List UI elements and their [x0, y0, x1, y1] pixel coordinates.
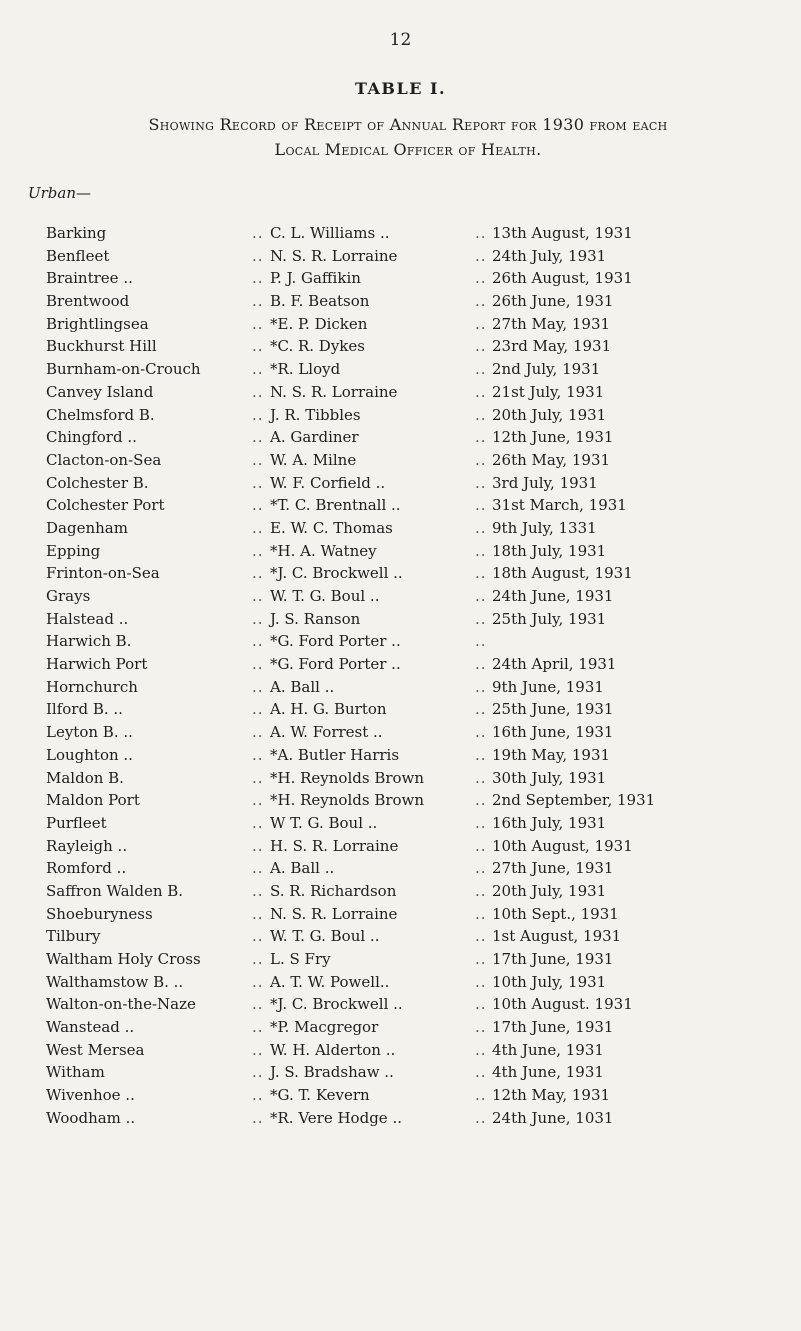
medical-officer-name: A. Gardiner	[270, 428, 359, 447]
table-row	[0, 767, 801, 790]
report-received-date: 12th June, 1931	[492, 428, 614, 447]
medical-officer-name: S. R. Richardson	[270, 881, 397, 900]
medical-officer-name: A. W. Forrest ..	[270, 723, 383, 742]
medical-officer-name: N. S. R. Lorraine	[270, 904, 398, 923]
table-row	[0, 404, 801, 427]
district-name: Brentwood	[46, 292, 130, 311]
leader-dots: ..	[252, 904, 264, 923]
report-received-date: 4th June, 1931	[492, 1063, 604, 1082]
table-title: TABLE I.	[354, 79, 447, 98]
leader-dots: ..	[475, 950, 487, 968]
leader-dots: ..	[252, 655, 264, 674]
medical-officer-name: *J. C. Brockwell ..	[270, 564, 403, 583]
leader-dots: ..	[252, 337, 264, 356]
leader-dots: ..	[475, 496, 487, 515]
medical-officer-name: N. S. R. Lorraine	[270, 382, 398, 401]
report-received-date: 4th June, 1931	[492, 1040, 604, 1059]
medical-officer-name: J. S. Ranson	[270, 609, 361, 628]
table-row	[0, 472, 801, 495]
medical-officer-name: W. T. G. Boul ..	[270, 927, 380, 946]
leader-dots: ..	[252, 1086, 264, 1105]
district-name: Witham	[46, 1063, 105, 1082]
leader-dots: ..	[475, 518, 487, 537]
district-name: Barking	[46, 224, 107, 242]
district-name: Frinton-on-Sea	[46, 564, 160, 583]
district-name: Colchester B.	[46, 473, 149, 492]
medical-officer-name: A. T. W. Powell..	[270, 972, 390, 991]
leader-dots: ..	[252, 1018, 264, 1037]
medical-officer-name: E. W. C. Thomas	[270, 518, 393, 537]
medical-officer-name: *A. Butler Harris	[270, 745, 400, 764]
report-received-date: 26th June, 1931	[492, 292, 614, 311]
table-row	[0, 517, 801, 540]
leader-dots: ..	[252, 564, 264, 583]
leader-dots: ..	[252, 632, 264, 651]
leader-dots: ..	[252, 995, 264, 1014]
leader-dots: ..	[475, 995, 487, 1014]
table-row	[0, 925, 801, 948]
table-row	[0, 449, 801, 472]
medical-officer-name: A. H. G. Burton	[270, 700, 387, 719]
table-row	[0, 290, 801, 313]
table-row	[0, 1107, 801, 1130]
leader-dots: ..	[252, 541, 264, 560]
page-number: 12	[389, 30, 412, 50]
leader-dots: ..	[252, 791, 264, 810]
table-row	[0, 630, 801, 653]
leader-dots: ..	[475, 587, 487, 605]
district-name: Harwich B.	[46, 632, 132, 651]
leader-dots: ..	[475, 224, 487, 242]
medical-officer-name: P. J. Gaffikin	[270, 269, 361, 288]
report-received-date: 27th June, 1931	[492, 859, 614, 878]
urban-districts-table	[0, 222, 801, 1130]
leader-dots: ..	[252, 745, 264, 764]
report-received-date: 12th May, 1931	[492, 1086, 611, 1105]
district-name: Chelmsford B.	[46, 405, 155, 424]
report-received-date: 10th Sept., 1931	[492, 904, 619, 923]
report-received-date: 16th July, 1931	[492, 813, 607, 832]
district-name: Canvey Island	[46, 382, 154, 401]
table-row	[0, 222, 801, 245]
table-row	[0, 585, 801, 608]
leader-dots: ..	[252, 473, 264, 492]
leader-dots: ..	[252, 269, 264, 288]
leader-dots: ..	[252, 700, 264, 719]
district-name: Colchester Port	[46, 496, 165, 515]
district-name: Harwich Port	[46, 655, 148, 674]
report-received-date: 10th August, 1931	[492, 836, 633, 855]
leader-dots: ..	[252, 1063, 264, 1082]
table-row	[0, 676, 801, 699]
medical-officer-name: J. R. Tibbles	[270, 405, 361, 424]
district-name: Halstead ..	[46, 609, 129, 628]
leader-dots: ..	[475, 1108, 487, 1127]
district-name: Maldon B.	[46, 768, 124, 787]
medical-officer-name: *G. T. Kevern	[270, 1086, 370, 1105]
leader-dots: ..	[475, 836, 487, 855]
leader-dots: ..	[475, 1063, 487, 1082]
table-row	[0, 744, 801, 767]
leader-dots: ..	[252, 496, 264, 515]
table-row	[0, 1016, 801, 1039]
table-heading-line-1: Showing Record of Receipt of Annual Report for 1930 from each	[148, 115, 668, 134]
leader-dots: ..	[252, 428, 264, 447]
table-row	[0, 789, 801, 812]
medical-officer-name: L. S Fry	[270, 950, 331, 968]
medical-officer-name: J. S. Bradshaw ..	[270, 1063, 394, 1082]
district-name: Tilbury	[46, 927, 101, 946]
table-heading-line-2: Local Medical Officer of Health.	[274, 140, 542, 159]
table-row	[0, 426, 801, 449]
medical-officer-name: *H. A. Watney	[270, 541, 377, 560]
district-name: Clacton-on-Sea	[46, 450, 162, 469]
section-label-urban: Urban—	[28, 184, 92, 202]
leader-dots: ..	[475, 904, 487, 923]
leader-dots: ..	[252, 587, 264, 605]
district-name: Ilford B. ..	[46, 700, 123, 719]
district-name: Hornchurch	[46, 677, 138, 696]
district-name: Epping	[46, 541, 101, 560]
medical-officer-name: *H. Reynolds Brown	[270, 791, 425, 810]
leader-dots: ..	[475, 745, 487, 764]
medical-officer-name: *R. Lloyd	[270, 360, 341, 379]
table-row	[0, 903, 801, 926]
table-row	[0, 267, 801, 290]
medical-officer-name: *G. Ford Porter ..	[270, 655, 401, 674]
district-name: Dagenham	[46, 518, 128, 537]
leader-dots: ..	[475, 677, 487, 696]
district-name: Walthamstow B. ..	[46, 972, 184, 991]
report-received-date: 27th May, 1931	[492, 314, 611, 333]
leader-dots: ..	[475, 337, 487, 356]
leader-dots: ..	[475, 428, 487, 447]
report-received-date: 17th June, 1931	[492, 950, 614, 968]
report-received-date: 9th July, 1331	[492, 518, 597, 537]
district-name: Walton-on-the-Naze	[46, 995, 196, 1014]
leader-dots: ..	[252, 1108, 264, 1127]
medical-officer-name: W. A. Milne	[270, 450, 357, 469]
district-name: Benfleet	[46, 246, 110, 265]
medical-officer-name: W. F. Corfield ..	[270, 473, 386, 492]
leader-dots: ..	[252, 405, 264, 424]
leader-dots: ..	[475, 881, 487, 900]
report-received-date: 25th July, 1931	[492, 609, 607, 628]
report-received-date: 23rd May, 1931	[492, 337, 612, 356]
leader-dots: ..	[475, 450, 487, 469]
report-received-date: 18th August, 1931	[492, 564, 633, 583]
district-name: Rayleigh ..	[46, 836, 128, 855]
leader-dots: ..	[252, 927, 264, 946]
district-name: Wanstead ..	[46, 1018, 135, 1037]
table-row	[0, 993, 801, 1016]
leader-dots: ..	[475, 700, 487, 719]
medical-officer-name: H. S. R. Lorraine	[270, 836, 399, 855]
leader-dots: ..	[475, 859, 487, 878]
report-received-date: 2nd September, 1931	[492, 791, 656, 810]
report-received-date: 19th May, 1931	[492, 745, 611, 764]
table-row	[0, 245, 801, 268]
leader-dots: ..	[475, 541, 487, 560]
table-row	[0, 381, 801, 404]
leader-dots: ..	[252, 768, 264, 787]
leader-dots: ..	[252, 609, 264, 628]
district-name: Chingford ..	[46, 428, 137, 447]
leader-dots: ..	[252, 360, 264, 379]
leader-dots: ..	[252, 382, 264, 401]
leader-dots: ..	[252, 813, 264, 832]
district-name: Burnham-on-Crouch	[46, 360, 201, 379]
district-name: Purfleet	[46, 813, 107, 832]
leader-dots: ..	[475, 1086, 487, 1105]
medical-officer-name: A. Ball ..	[270, 859, 335, 878]
table-row	[0, 1084, 801, 1107]
table-row	[0, 880, 801, 903]
leader-dots: ..	[252, 246, 264, 265]
report-received-date: 17th June, 1931	[492, 1018, 614, 1037]
district-name: Braintree ..	[46, 269, 133, 288]
leader-dots: ..	[475, 473, 487, 492]
table-row	[0, 335, 801, 358]
table-row	[0, 1039, 801, 1062]
report-received-date: 26th May, 1931	[492, 450, 611, 469]
leader-dots: ..	[475, 269, 487, 288]
medical-officer-name: N. S. R. Lorraine	[270, 246, 398, 265]
table-row	[0, 562, 801, 585]
table-row	[0, 608, 801, 631]
report-received-date: 24th April, 1931	[492, 655, 617, 674]
medical-officer-name: W. H. Alderton ..	[270, 1040, 396, 1059]
leader-dots: ..	[475, 246, 487, 265]
medical-officer-name: C. L. Williams ..	[270, 224, 390, 242]
leader-dots: ..	[252, 224, 264, 242]
table-row	[0, 835, 801, 858]
report-received-date: 10th August. 1931	[492, 995, 633, 1014]
leader-dots: ..	[475, 813, 487, 832]
leader-dots: ..	[475, 927, 487, 946]
table-row	[0, 721, 801, 744]
report-received-date: 30th July, 1931	[492, 768, 607, 787]
district-name: West Mersea	[46, 1040, 145, 1059]
leader-dots: ..	[475, 564, 487, 583]
table-row	[0, 653, 801, 676]
leader-dots: ..	[252, 723, 264, 742]
leader-dots: ..	[252, 972, 264, 991]
leader-dots: ..	[252, 1040, 264, 1059]
medical-officer-name: A. Ball ..	[270, 677, 335, 696]
district-name: Buckhurst Hill	[46, 337, 157, 356]
leader-dots: ..	[475, 972, 487, 991]
district-name: Grays	[46, 587, 91, 605]
table-row	[0, 313, 801, 336]
leader-dots: ..	[475, 314, 487, 333]
district-name: Loughton ..	[46, 745, 133, 764]
district-name: Romford ..	[46, 859, 127, 878]
medical-officer-name: W T. G. Boul ..	[270, 813, 378, 832]
leader-dots: ..	[475, 723, 487, 742]
report-received-date: 3rd July, 1931	[492, 473, 598, 492]
medical-officer-name: W. T. G. Boul ..	[270, 587, 380, 605]
report-received-date: 20th July, 1931	[492, 881, 607, 900]
leader-dots: ..	[252, 836, 264, 855]
leader-dots: ..	[252, 881, 264, 900]
leader-dots: ..	[252, 292, 264, 311]
table-row	[0, 1061, 801, 1084]
leader-dots: ..	[475, 655, 487, 674]
report-received-date: 24th June, 1931	[492, 587, 614, 605]
table-row	[0, 540, 801, 563]
leader-dots: ..	[252, 859, 264, 878]
leader-dots: ..	[475, 632, 487, 651]
table-row	[0, 971, 801, 994]
table-row	[0, 494, 801, 517]
district-name: Shoeburyness	[46, 904, 153, 923]
table-row	[0, 857, 801, 880]
leader-dots: ..	[252, 518, 264, 537]
leader-dots: ..	[475, 360, 487, 379]
district-name: Maldon Port	[46, 791, 140, 810]
medical-officer-name: *J. C. Brockwell ..	[270, 995, 403, 1014]
report-received-date: 24th June, 1031	[492, 1108, 614, 1127]
district-name: Saffron Walden B.	[46, 881, 184, 900]
leader-dots: ..	[252, 314, 264, 333]
leader-dots: ..	[475, 1018, 487, 1037]
leader-dots: ..	[475, 768, 487, 787]
medical-officer-name: B. F. Beatson	[270, 292, 370, 311]
medical-officer-name: *P. Macgregor	[270, 1018, 379, 1037]
table-row	[0, 358, 801, 381]
district-name: Wivenhoe ..	[46, 1086, 135, 1105]
district-name: Leyton B. ..	[46, 723, 133, 742]
leader-dots: ..	[475, 609, 487, 628]
district-name: Brightlingsea	[46, 314, 149, 333]
medical-officer-name: *T. C. Brentnall ..	[270, 496, 401, 515]
report-received-date: 31st March, 1931	[492, 496, 627, 515]
table-row	[0, 948, 801, 971]
report-received-date: 26th August, 1931	[492, 269, 633, 288]
report-received-date: 9th June, 1931	[492, 677, 604, 696]
medical-officer-name: *E. P. Dicken	[270, 314, 368, 333]
leader-dots: ..	[252, 450, 264, 469]
leader-dots: ..	[475, 405, 487, 424]
report-received-date: 21st July, 1931	[492, 382, 605, 401]
report-received-date: 10th July, 1931	[492, 972, 607, 991]
report-received-date: 25th June, 1931	[492, 700, 614, 719]
medical-officer-name: *G. Ford Porter ..	[270, 632, 401, 651]
report-received-date: 2nd July, 1931	[492, 360, 601, 379]
leader-dots: ..	[252, 950, 264, 968]
medical-officer-name: *H. Reynolds Brown	[270, 768, 425, 787]
report-received-date: 24th July, 1931	[492, 246, 607, 265]
district-name: Woodham ..	[46, 1108, 136, 1127]
table-row	[0, 698, 801, 721]
leader-dots: ..	[475, 382, 487, 401]
leader-dots: ..	[475, 1040, 487, 1059]
table-row	[0, 812, 801, 835]
leader-dots: ..	[475, 791, 487, 810]
report-received-date: 13th August, 1931	[492, 224, 633, 242]
leader-dots: ..	[252, 677, 264, 696]
medical-officer-name: *C. R. Dykes	[270, 337, 365, 356]
report-received-date: 1st August, 1931	[492, 927, 622, 946]
report-received-date: 20th July, 1931	[492, 405, 607, 424]
district-name: Waltham Holy Cross	[46, 950, 201, 968]
report-received-date: 16th June, 1931	[492, 723, 614, 742]
leader-dots: ..	[475, 292, 487, 311]
report-received-date: 18th July, 1931	[492, 541, 607, 560]
medical-officer-name: *R. Vere Hodge ..	[270, 1108, 402, 1127]
